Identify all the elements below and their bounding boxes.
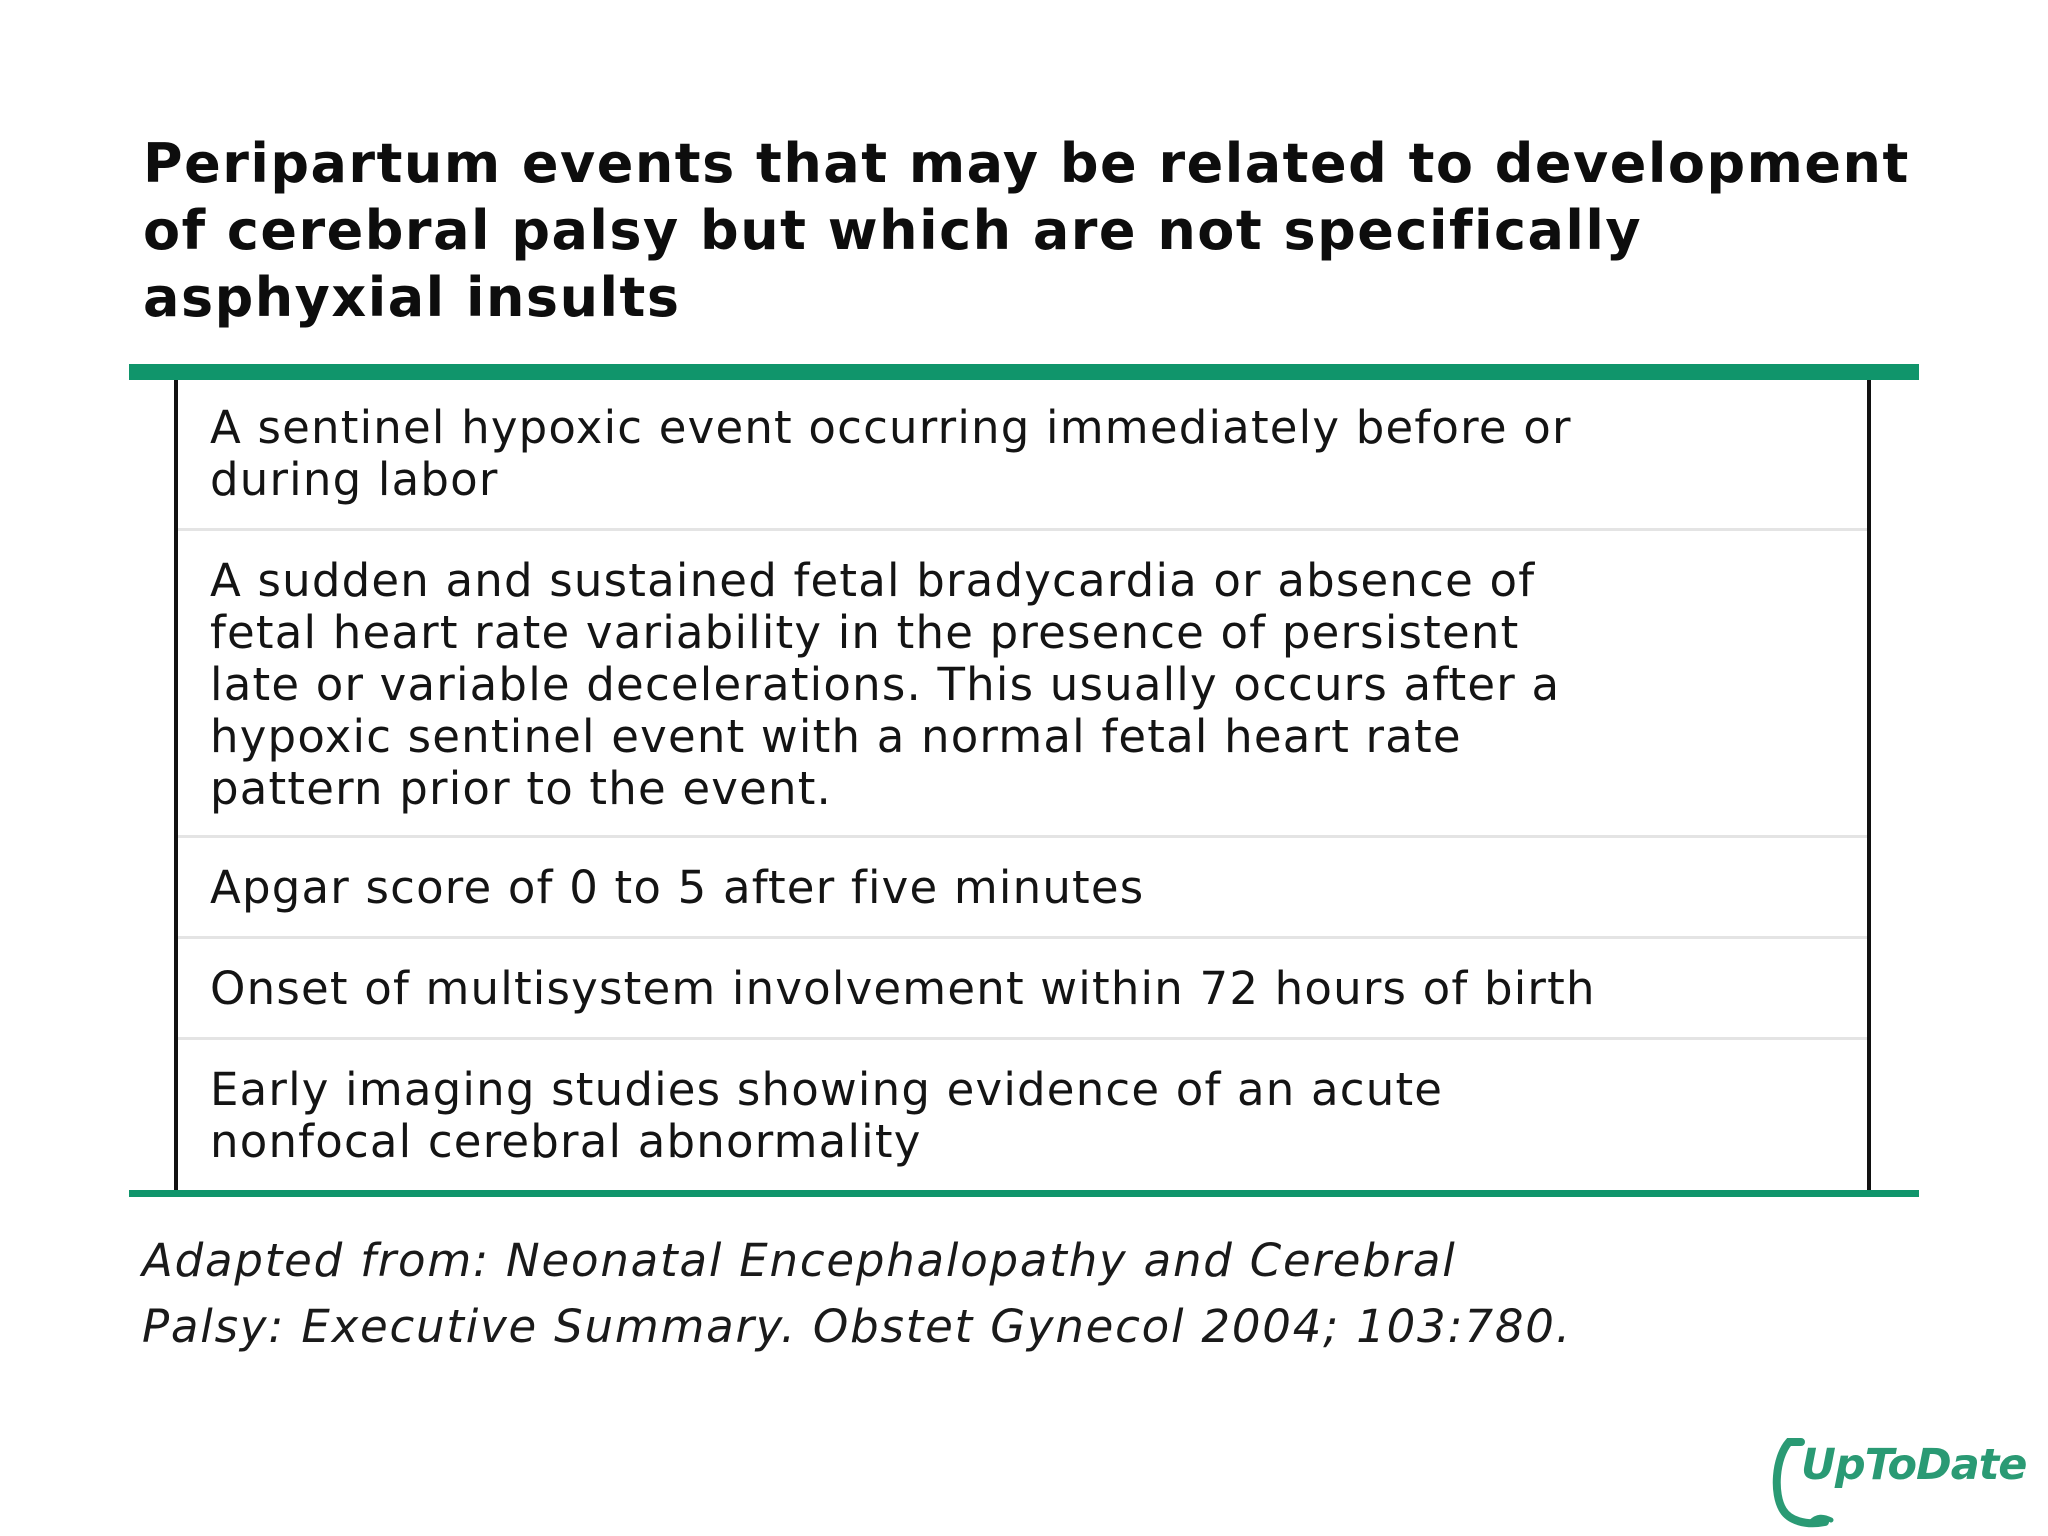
row-text-line: Early imaging studies showing evidence of an acute [210,1063,1444,1116]
table-row [178,531,1867,838]
uptodate-logo [1765,1436,2045,1528]
row-text-line: A sudden and sustained fetal bradycardia or absence of [210,554,1536,607]
table-row [178,838,1867,939]
row-text-line: late or variable decelerations. This usually occurs after a [210,658,1561,711]
table-top-rule [129,364,1919,380]
table-row [178,380,1867,531]
row-text-line: A sentinel hypoxic event occurring immediately before or [210,401,1572,454]
citation-line: Adapted from: Neonatal Encephalopathy and Cerebral [142,1234,1457,1287]
row-text-line: pattern prior to the event. [210,762,833,815]
events-table [174,380,1871,1190]
row-text-line: during labor [210,453,499,506]
citation [142,1228,1942,1360]
row-text-line: hypoxic sentinel event with a normal fetal heart rate [210,710,1462,763]
table-row [178,939,1867,1040]
citation-line: Palsy: Executive Summary. Obstet Gynecol 2004; 103:780. [142,1300,1572,1353]
row-text-line: Onset of multisystem involvement within 72 hours of birth [210,962,1596,1015]
table-bottom-rule [129,1190,1919,1197]
row-text-line: Apgar score of 0 to 5 after five minutes [210,861,1145,914]
table-row [178,1040,1867,1190]
page-title: Peripartum events that may be related to development of cerebral palsy but which are not specifically asphyxial insults [143,132,1910,329]
row-text-line: fetal heart rate variability in the presence of persistent [210,606,1520,659]
logo-text: UpToDate [1801,1440,2027,1490]
row-text-line: nonfocal cerebral abnormality [210,1115,922,1168]
